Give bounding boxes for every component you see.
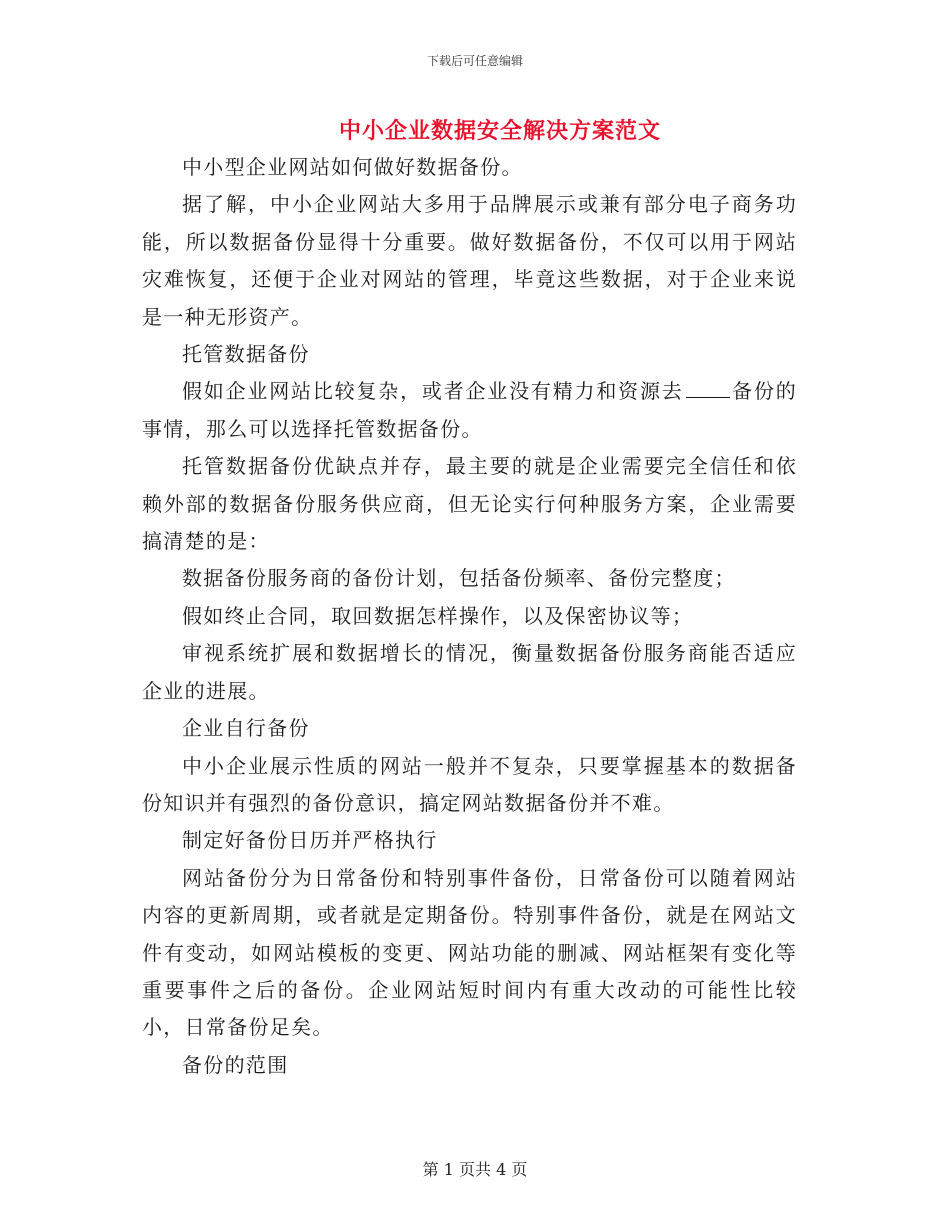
paragraph: 假如终止合同，取回数据怎样操作，以及保密协议等； [182,603,694,628]
section-heading: 制定好备份日历并严格执行 [182,828,438,853]
page-footer: 第 1 页共 4 页 [422,1160,528,1179]
paragraph-part: 备份的事情，那么可以选择托管数据备份。 [142,379,797,441]
paragraph: 据了解，中小企业网站大多用于品牌展示或兼有部分电子商务功能，所以数据备份显得十分重要。做好数据备份，不仅可以用于网站灾难恢复，还便于企业对网站的管理，毕竟这些数据，对于企业来说是一种无形资产。 [142,192,797,329]
paragraph: 中小型企业网站如何做好数据备份。 [182,155,523,179]
paragraph: 中小企业展示性质的网站一般并不复杂，只要掌握基本的数据备份知识并有强烈的备份意识，搞定网站数据备份并不难。 [142,753,797,815]
paragraph-part: 假如企业网站比较复杂，或者企业没有精力和资源去 [182,379,684,404]
section-heading: 托管数据备份 [182,342,310,367]
paragraph: 网站备份分为日常备份和特别事件备份，日常备份可以随着网站内容的更新周期，或者就是定期备份。特别事件备份，就是在网站文件有变动，如网站模板的变更、网站功能的删减、网站框架有变化等重要事件之后的备份。企业网站短时间内有重大改动的可能性比较小，日常备份足矣。 [142,865,797,1040]
section-heading: 备份的范围 [182,1052,289,1077]
paragraph: 审视系统扩展和数据增长的情况，衡量数据备份服务商能否适应企业的进展。 [142,641,797,703]
document-title: 中小企业数据安全解决方案范文 [338,118,661,144]
paragraph [142,373,797,448]
header-note: 下载后可任意编辑 [426,54,523,68]
document-body [142,149,797,1084]
paragraph: 托管数据备份优缺点并存，最主要的就是企业需要完全信任和依赖外部的数据备份服务供应商，但无论实行何种服务方案，企业需要搞清楚的是： [142,454,797,554]
fill-in-blank [686,379,730,398]
paragraph: 数据备份服务商的备份计划，包括备份频率、备份完整度； [182,566,736,591]
section-heading: 企业自行备份 [182,716,310,741]
